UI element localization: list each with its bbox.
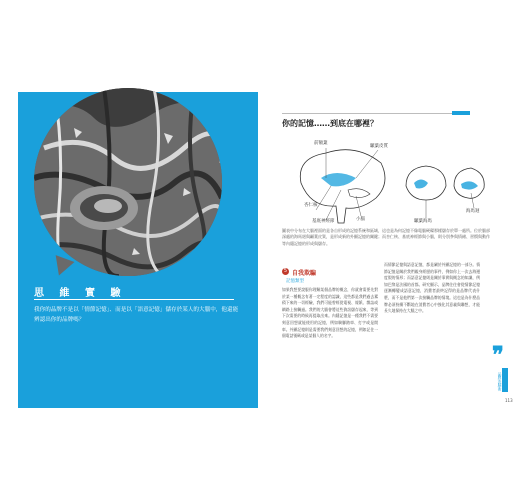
page-number: 113 xyxy=(505,398,513,403)
question-title: 你的記憶……到底在哪裡？ xyxy=(282,119,378,128)
section-title: 自我欺騙 xyxy=(292,270,317,277)
label-amygdala: 杏仁核 xyxy=(304,203,318,208)
tree-bark-photo xyxy=(34,88,222,276)
label-temporal-cortex: 顳葉皮質 xyxy=(370,144,388,149)
body-column-1: 如果我想要說服你理解某個品牌的概念，你就會需要先對於某一種概念有著一定程度的認識，這些都是我們過去累積下來的一切經驗，我們可能曾經從電視、報紙、雜誌或網路上接觸過。我們的大腦會將這些資訊儲存起來，等到下次需要的時候再提取出來。內隱記憶是一種我們不需要刻意回想就能使用的記憶，例如騎腳踏車、打字或是開車。外顯記憶則是需要我們刻意回想的記憶，例如記住一個電話號碼或是某個人的名字。 xyxy=(282,287,378,339)
experiment-body: 我你的品牌不是以「情節記憶」、而是以「語意記憶」儲存於某人的大腦中，他還能辨認出你的品牌嗎？ xyxy=(34,307,239,323)
diagram-caption: 圖表中分布在大腦裡面的是各自形成的記憶系統和區域，這也是為何記憶不像電腦硬碟那樣儲存於單一處所。位於腦部深處的海馬迴與顳葉皮質，是形成新的外顯記憶的關鍵；而杏仁核、基底神經節與小腦，則分別參與情緒、習慣與動作等內隱記憶的形成與儲存。 xyxy=(282,228,490,246)
label-hippocampus: 海馬迴 xyxy=(466,209,480,214)
divider xyxy=(34,299,234,300)
section-number-badge: 5 xyxy=(283,268,288,274)
experiment-title: 思 維 實 驗 xyxy=(34,288,127,299)
brain-diagram xyxy=(286,138,491,228)
subsection-title: 記憶類型 xyxy=(286,279,304,284)
label-temporal-hippocampus: 顳葉海馬 xyxy=(414,219,432,224)
quote-mark-icon: ❞ xyxy=(492,342,504,368)
side-tab-label: 品牌洗腦術 xyxy=(498,372,503,391)
header-accent xyxy=(452,111,470,115)
label-cerebellum: 小腦 xyxy=(356,217,365,222)
label-cortex: 前額葉 xyxy=(314,141,328,146)
body-column-2: 而情節記憶與語意記憶，都是屬於外顯記憶的一部分。情節記憶是關於我們親身經歷的事件，例如你上一次去海邊度假的情形；而語意記憶則是關於事實與概念的知識，例如巴黎是法國的首都。研究顯示，品牌往往會從情節記憶逐漸轉變成語意記憶，消費者最終記得的是品牌代表什麼，而不是他們第一次接觸品牌的情境。這也是為什麼品牌必須持續不斷地在消費者心中強化其意義與聯想，才能長久地保持在大腦之中。 xyxy=(384,262,480,314)
label-basal-ganglia: 基底神經節 xyxy=(312,219,335,224)
header-rule xyxy=(282,113,452,114)
